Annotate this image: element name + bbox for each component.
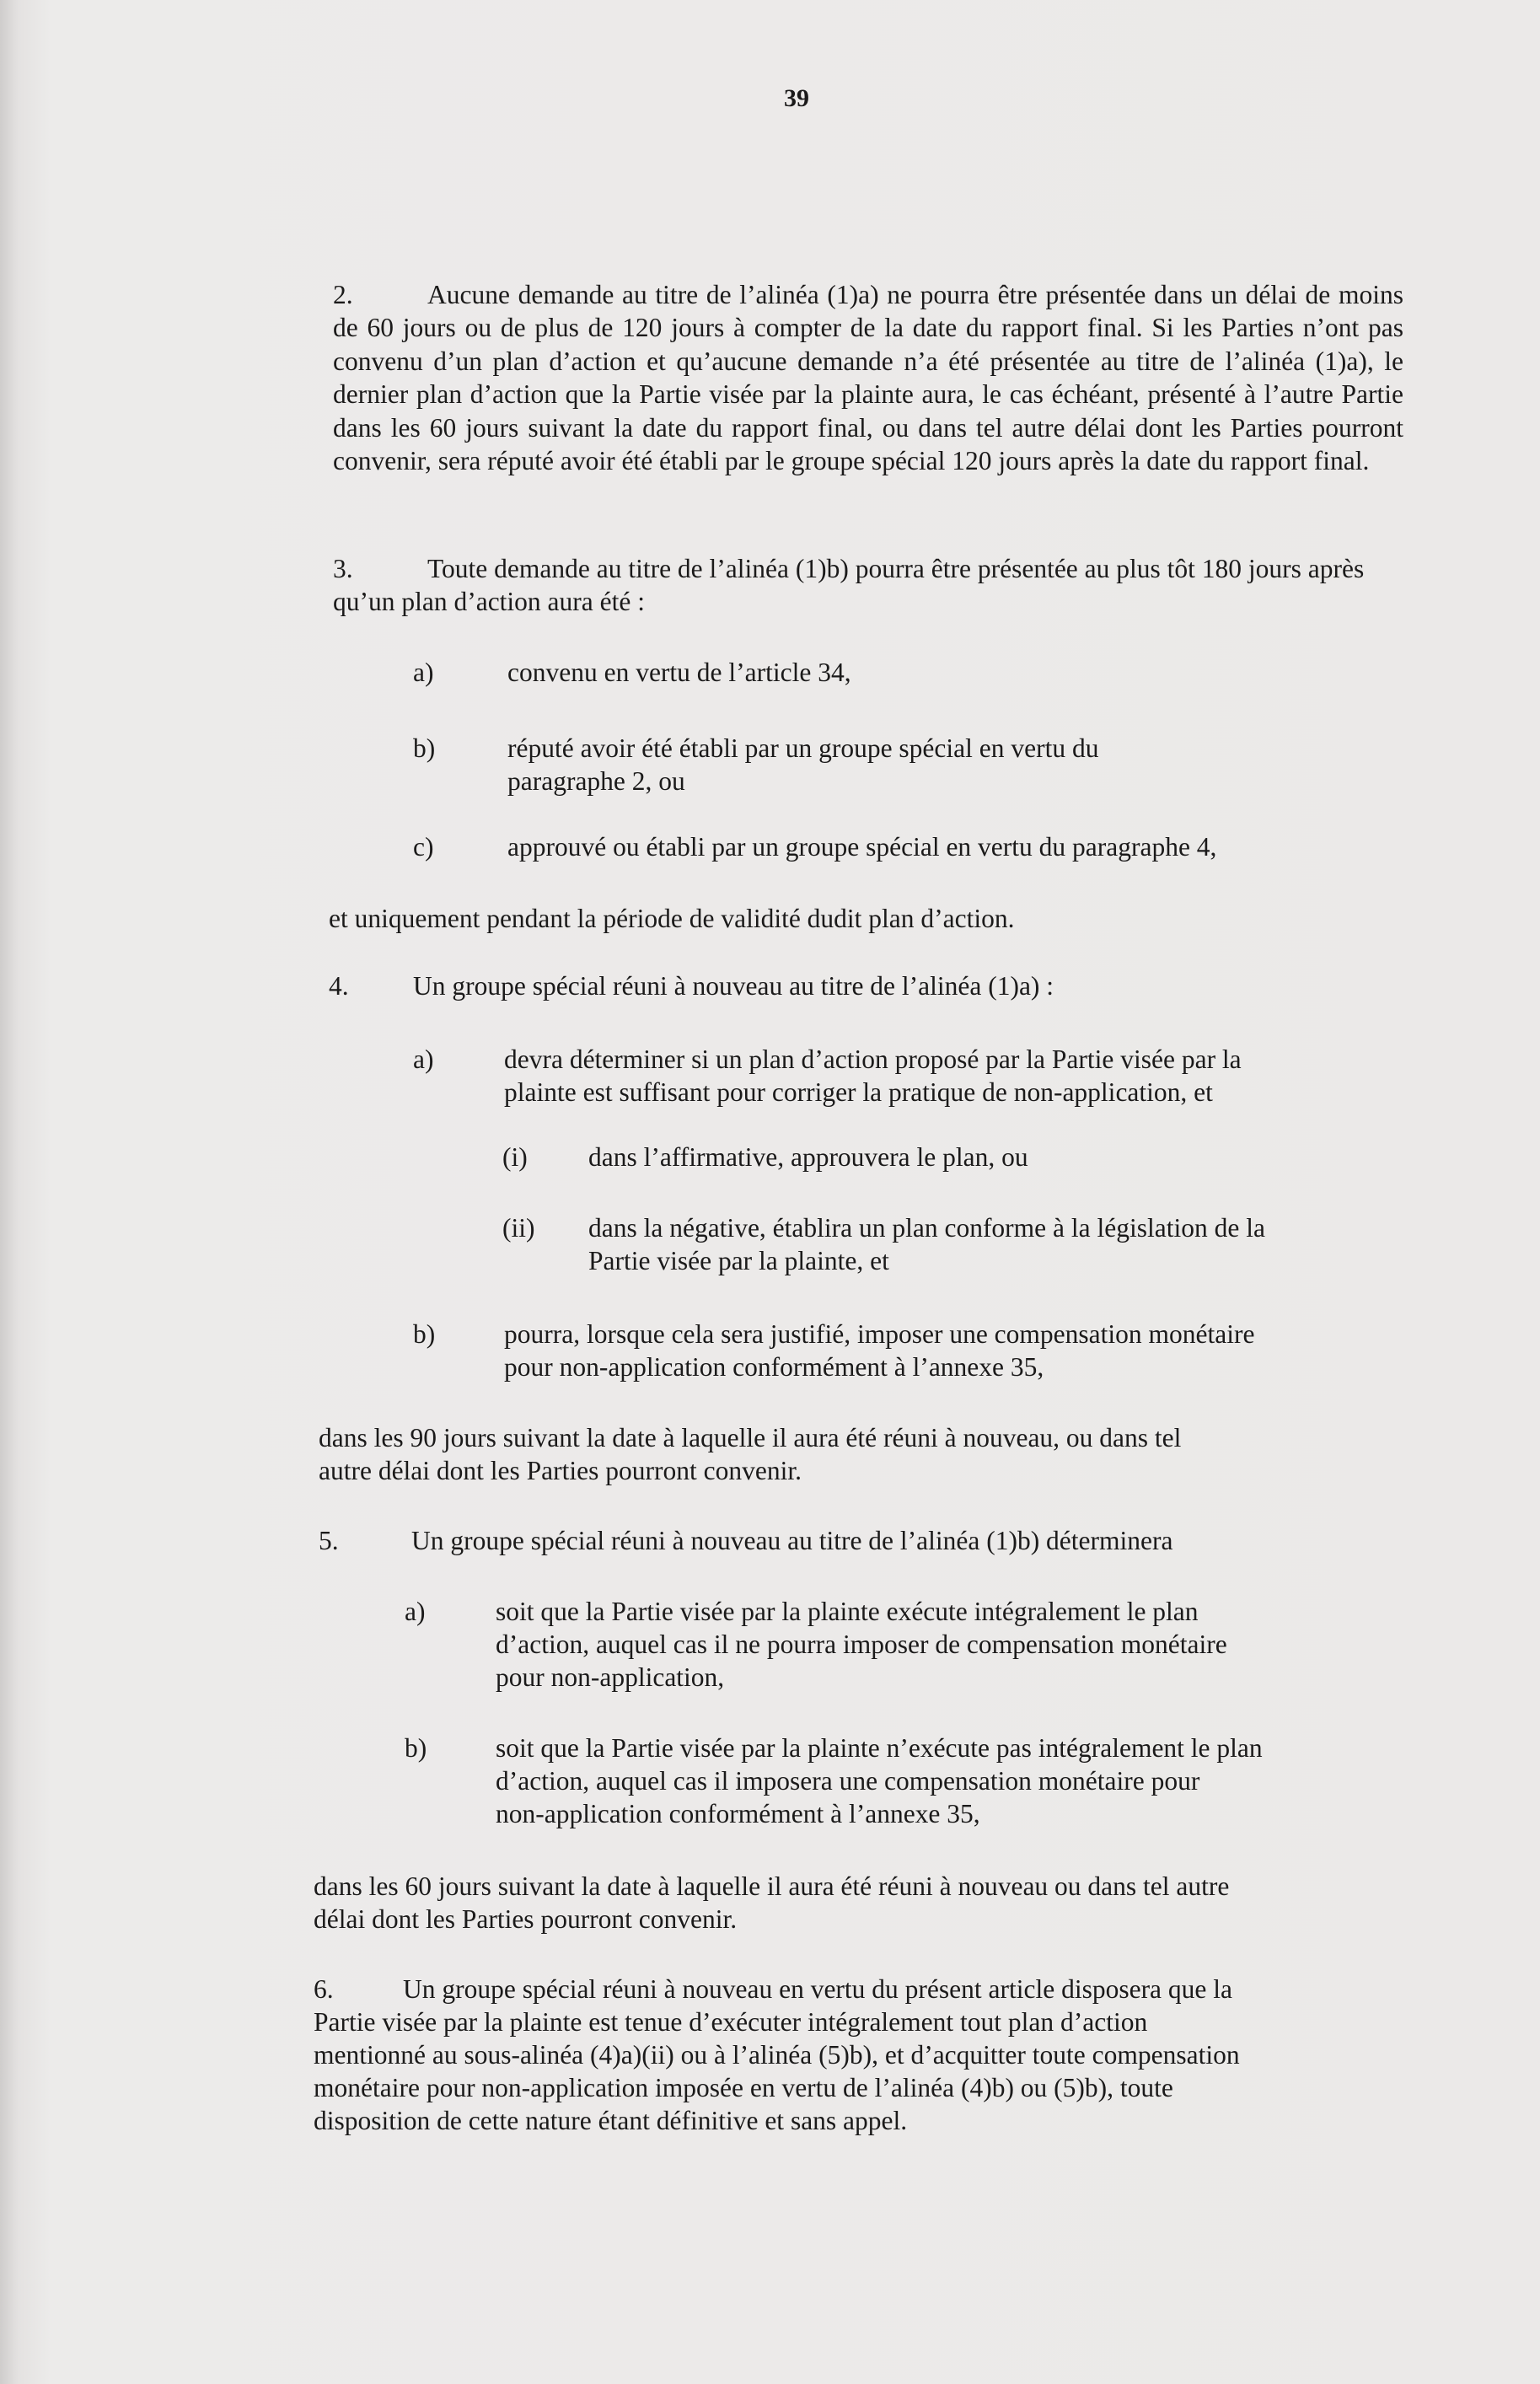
- item-text-continued: d’action, auquel cas il imposera une compensation monétaire pour: [496, 1766, 1200, 1796]
- paragraph-2-number: 2.: [333, 280, 353, 309]
- item-text: soit que la Partie visée par la plainte n’exécute pas intégralement le plan: [496, 1733, 1263, 1763]
- subitem-text: dans la négative, établira un plan conforme à la législation de la: [588, 1213, 1265, 1243]
- item-text: devra déterminer si un plan d’action proposé par la Partie visée par la: [504, 1044, 1242, 1074]
- paragraph-6-line-3: mentionné au sous-alinéa (4)a)(ii) ou à l’alinéa (5)b), et d’acquitter toute compensation: [314, 2040, 1240, 2070]
- page-number: 39: [784, 84, 809, 112]
- item-text: soit que la Partie visée par la plainte exécute intégralement le plan: [496, 1597, 1199, 1626]
- item-text-continued: plainte est suffisant pour corriger la pratique de non-application, et: [504, 1077, 1213, 1107]
- paragraph-2-text: Aucune demande au titre de l’alinéa (1)a) ne pourra être présentée dans un délai de moins de 60 jours ou de plus de 120 jours à compter de la date du rapport final. Si les Parties n’ont pas convenu d’un plan d’action et qu’aucune demande n’a été présentée au titre de l’alinéa (1)a), le dernier plan d’action que la Partie visée par la plainte aura, le cas échéant, présenté à l’autre Partie dans les 60 jours suivant la date du rapport final, ou dans tel autre délai dont les Parties pourront convenir, sera réputé avoir été établi par le groupe spécial 120 jours après la date du rapport final.: [333, 280, 1403, 476]
- paragraph-2: [333, 278, 1403, 477]
- paragraph-5-closing-line-2: délai dont les Parties pourront convenir.: [314, 1904, 738, 1934]
- paragraph-6-line-1: Un groupe spécial réuni à nouveau en vertu du présent article disposera que la: [403, 1974, 1233, 2004]
- paragraph-4-intro: Un groupe spécial réuni à nouveau au titre de l’alinéa (1)a) :: [413, 971, 1054, 1001]
- paragraph-5-number: 5.: [319, 1526, 339, 1555]
- subitem-label: (ii): [502, 1213, 535, 1243]
- paragraph-3-closing: et uniquement pendant la période de validité dudit plan d’action.: [329, 904, 1015, 933]
- item-label: a): [413, 658, 434, 687]
- item-text-continued: non-application conformément à l’annexe 35,: [496, 1799, 980, 1828]
- paragraph-5-intro: Un groupe spécial réuni à nouveau au titre de l’alinéa (1)b) déterminera: [411, 1526, 1173, 1555]
- item-text: réputé avoir été établi par un groupe spécial en vertu du: [507, 733, 1099, 763]
- paragraph-6-line-2: Partie visée par la plainte est tenue d’exécuter intégralement tout plan d’action: [314, 2007, 1148, 2037]
- paragraph-4-number: 4.: [329, 971, 349, 1001]
- item-text: pourra, lorsque cela sera justifié, imposer une compensation monétaire: [504, 1319, 1255, 1349]
- item-text-continued: pour non-application conformément à l’annexe 35,: [504, 1352, 1044, 1382]
- item-text-continued: pour non-application,: [496, 1662, 725, 1692]
- item-label: b): [413, 1319, 436, 1349]
- item-text: convenu en vertu de l’article 34,: [507, 658, 851, 687]
- item-label: a): [413, 1044, 434, 1074]
- subitem-text: dans l’affirmative, approuvera le plan, ou: [588, 1142, 1028, 1172]
- item-label: b): [413, 733, 436, 763]
- subitem-text-continued: Partie visée par la plainte, et: [588, 1246, 889, 1275]
- paragraph-6-number: 6.: [314, 1974, 334, 2004]
- paragraph-6-line-4: monétaire pour non-application imposée en vertu de l’alinéa (4)b) ou (5)b), toute: [314, 2073, 1173, 2102]
- paragraph-4-closing-line-2: autre délai dont les Parties pourront convenir.: [319, 1456, 802, 1485]
- subitem-label: (i): [502, 1142, 528, 1172]
- item-text-continued: d’action, auquel cas il ne pourra imposer de compensation monétaire: [496, 1630, 1227, 1659]
- item-text-continued: paragraphe 2, ou: [507, 766, 685, 796]
- item-label: b): [405, 1733, 427, 1763]
- paragraph-3: [333, 552, 1403, 619]
- item-text: approuvé ou établi par un groupe spécial en vertu du paragraphe 4,: [507, 832, 1217, 862]
- paragraph-5-closing-line-1: dans les 60 jours suivant la date à laquelle il aura été réuni à nouveau ou dans tel autre: [314, 1871, 1230, 1901]
- paragraph-3-number: 3.: [333, 554, 353, 583]
- paragraph-3-intro: Toute demande au titre de l’alinéa (1)b) pourra être présentée au plus tôt 180 jours après qu’un plan d’action aura été :: [333, 554, 1365, 617]
- paragraph-4-closing-line-1: dans les 90 jours suivant la date à laquelle il aura été réuni à nouveau, ou dans tel: [319, 1423, 1182, 1452]
- paragraph-6-line-5: disposition de cette nature étant définitive et sans appel.: [314, 2106, 908, 2135]
- item-label: a): [405, 1597, 426, 1626]
- item-label: c): [413, 832, 434, 862]
